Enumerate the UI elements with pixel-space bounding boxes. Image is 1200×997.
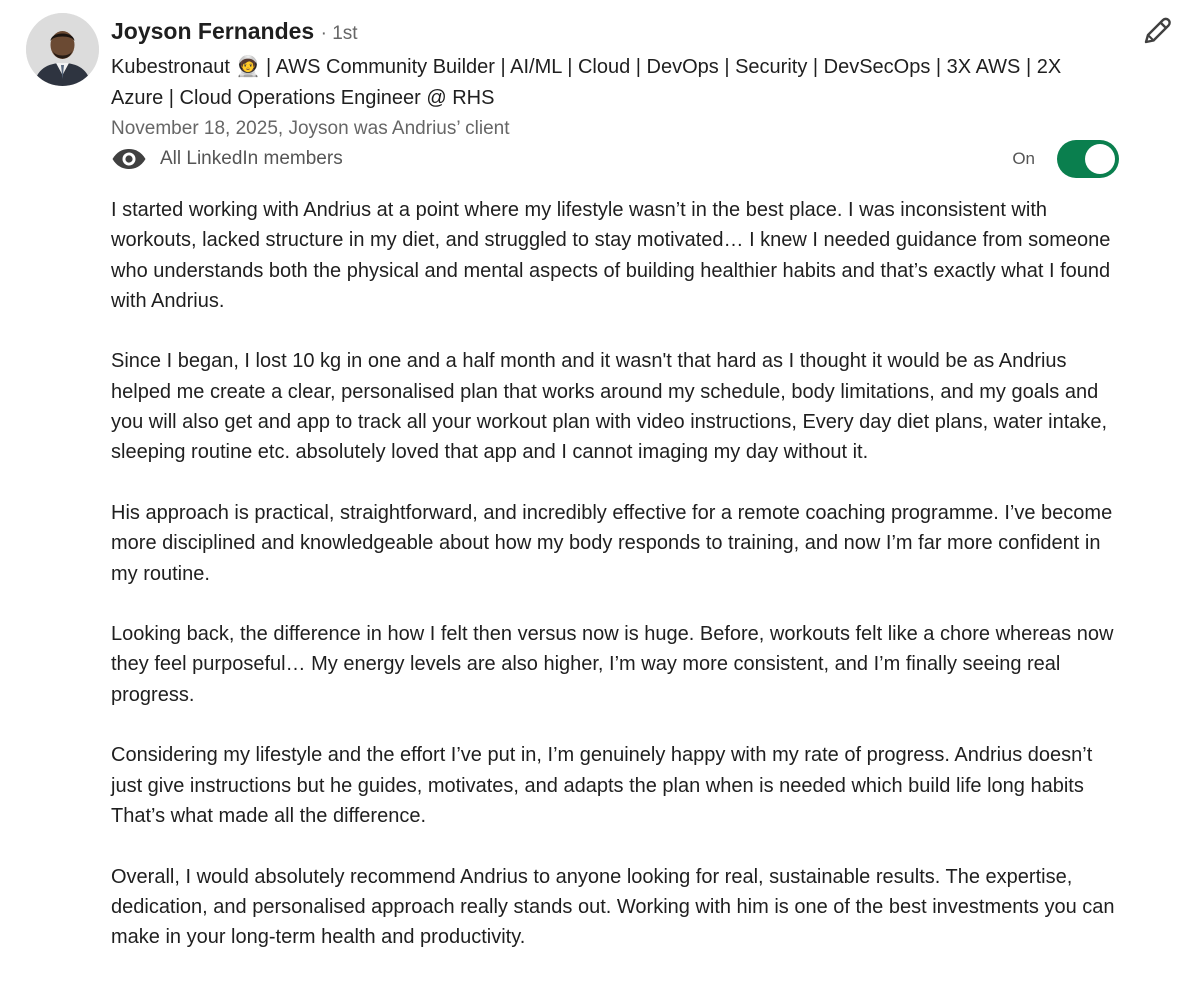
visibility-setting — [111, 142, 343, 176]
recommendation-paragraph: I started working with Andrius at a point where my lifestyle wasn’t in the best place. I was inconsistent with workouts, lacked structure in my diet, and struggled to stay motivated… I knew I needed guidance from someone who understands both the physical and mental aspects of building healthier habits and that’s exactly what I found with Andrius. — [111, 199, 1111, 312]
visibility-toggle — [1012, 140, 1119, 178]
connection-degree: · 1st — [320, 23, 358, 44]
author-header — [111, 14, 1121, 144]
visibility-label: All LinkedIn members — [160, 148, 343, 169]
toggle-knob — [1085, 144, 1115, 174]
recommendation-paragraph: His approach is practical, straightforward, and incredibly effective for a remote coaching programme. I’ve become more disciplined and knowledgeable about how my body responds to training, and now I’m far more confident in my routine. — [111, 501, 1113, 585]
recommendation-paragraph: Since I began, I lost 10 kg in one and a half month and it wasn't that hard as I thought it would be as Andrius helped me create a clear, personalised plan that works around my schedule, body limitations, and my goals and you will also get and app to track all your workout plan with video instructions, Every day diet plans, water intake, sleeping routine etc. absolutely loved that app and I cannot imaging my day without it. — [111, 350, 1108, 464]
pencil-icon — [1140, 14, 1174, 48]
author-headline: Kubestronaut 🧑‍🚀 | AWS Community Builder | AI/ML | Cloud | DevOps | Security | DevSecOps | 3X AWS | 2X Azure | Cloud Operations Engineer @ RHS — [111, 56, 1062, 109]
recommendation-paragraph: Looking back, the difference in how I felt then versus now is huge. Before, workouts felt like a chore whereas now they feel purposeful… My energy levels are also higher, I’m way more consistent, and I’m finally seeing real progress. — [111, 623, 1114, 706]
recommendation-paragraph: Overall, I would absolutely recommend Andrius to anyone looking for real, sustainable results. The expertise, dedication, and personalised approach really stands out. Working with him is one of the best investments you can make in your long-term health and productivity. — [111, 865, 1115, 949]
toggle-switch[interactable] — [1057, 140, 1119, 178]
author-name[interactable]: Joyson Fernandes — [111, 18, 315, 44]
toggle-state-label: On — [1012, 149, 1035, 168]
recommendation-paragraph: Considering my lifestyle and the effort I’ve put in, I’m genuinely happy with my rate of progress. Andrius doesn’t just give instructions but he guides, motivates, and adapts the plan when is needed which build life long habits That’s what made all the difference. — [111, 744, 1093, 827]
recommendation-text — [111, 195, 1126, 983]
name-line — [111, 14, 1121, 51]
profile-photo — [26, 13, 99, 86]
recommendation-meta: November 18, 2025, Joyson was Andrius’ client — [111, 118, 510, 139]
avatar[interactable] — [26, 13, 99, 86]
eye-icon — [111, 148, 147, 170]
edit-button[interactable] — [1140, 14, 1174, 48]
